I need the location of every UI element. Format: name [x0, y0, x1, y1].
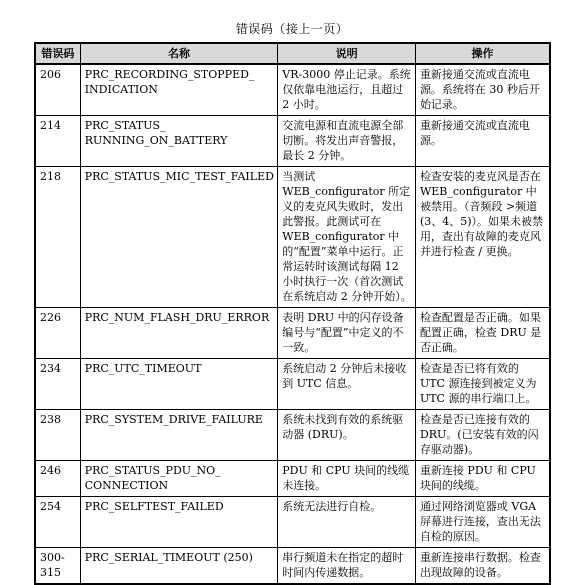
error-name: PRC_STATUS_PDU_NO_ CONNECTION — [80, 461, 278, 497]
error-code: 246 — [35, 461, 80, 497]
error-action: 检查配置是否正确。如果配置正确，检查 DRU 是否正确。 — [415, 308, 550, 359]
header-description: 说明 — [278, 43, 416, 64]
table-row — [35, 461, 550, 497]
header-action: 操作 — [415, 43, 550, 64]
error-code: 206 — [35, 64, 80, 116]
table-row — [35, 308, 550, 359]
error-action: 检查是否已将有效的 UTC 源连接到被定义为 UTC 源的串行端口上。 — [415, 359, 550, 410]
error-code-table — [34, 42, 551, 585]
error-name: PRC_SYSTEM_DRIVE_FAILURE — [80, 410, 278, 461]
error-code: 300-315 — [35, 548, 80, 585]
error-action: 重新连接 PDU 和 CPU 块间的线缆。 — [415, 461, 550, 497]
error-code: 226 — [35, 308, 80, 359]
error-action: 检查安装的麦克风是否在 WEB_configurator 中被禁用。（音频段 >频道 (3、4、5)）。如果未被禁用，查出有故障的麦克风并进行检查 / 更换。 — [415, 167, 550, 308]
table-row — [35, 116, 550, 167]
error-description: 交流电源和直流电源全部切断。将发出声音警报，最长 2 分钟。 — [278, 116, 416, 167]
table-row — [35, 359, 550, 410]
error-name: PRC_NUM_FLASH_DRU_ERROR — [80, 308, 278, 359]
error-code: 238 — [35, 410, 80, 461]
error-name: PRC_SELFTEST_FAILED — [80, 497, 278, 548]
error-description: VR-3000 停止记录。系统仅依靠电池运行，且超过 2 小时。 — [278, 64, 416, 116]
error-code: 218 — [35, 167, 80, 308]
page-title: 错误码（接上一页） — [235, 22, 349, 36]
table-row — [35, 167, 550, 308]
error-description: 系统未找到有效的系统驱动器 (DRU)。 — [278, 410, 416, 461]
error-description: 系统启动 2 分钟后未接收到 UTC 信息。 — [278, 359, 416, 410]
error-code: 234 — [35, 359, 80, 410]
error-action: 重新连接串行数据。检查出现故障的设备。 — [415, 548, 550, 585]
error-action: 重新接通交流或直流电源。系统将在 30 秒后开始记录。 — [415, 64, 550, 116]
error-name: PRC_RECORDING_STOPPED_ INDICATION — [80, 64, 278, 116]
error-name: PRC_STATUS_ RUNNING_ON_BATTERY — [80, 116, 278, 167]
error-description: 表明 DRU 中的闪存设备编号与“配置”中定义的不一致。 — [278, 308, 416, 359]
error-code: 254 — [35, 497, 80, 548]
error-action: 重新接通交流或直流电源。 — [415, 116, 550, 167]
error-description: PDU 和 CPU 块间的线缆未连接。 — [278, 461, 416, 497]
error-description: 系统无法进行自检。 — [278, 497, 416, 548]
header-code: 错误码 — [35, 43, 80, 64]
error-description: 串行频道未在指定的超时时间内传递数据。 — [278, 548, 416, 585]
error-name: PRC_UTC_TIMEOUT — [80, 359, 278, 410]
error-action: 通过网络浏览器或 VGA 屏幕进行连接，查出无法自检的原因。 — [415, 497, 550, 548]
error-code: 214 — [35, 116, 80, 167]
header-name: 名称 — [80, 43, 278, 64]
error-action: 检查是否已连接有效的 DRU。(已安装有效的闪存驱动器)。 — [415, 410, 550, 461]
table-row — [35, 64, 550, 116]
table-row — [35, 497, 550, 548]
error-name: PRC_STATUS_MIC_TEST_FAILED — [80, 167, 278, 308]
table-header-row — [35, 43, 550, 64]
error-description: 当测试 WEB_configurator 所定义的麦克风失败时，发出此警报。此测试可在 WEB_configurator 中的“配置”菜单中运行。正常运转时该测试每隔 12 小时执行一次（首次测试在系统启动 2 分钟开始）。 — [278, 167, 416, 308]
table-row — [35, 410, 550, 461]
error-name: PRC_SERIAL_TIMEOUT (250) — [80, 548, 278, 585]
table-row — [35, 548, 550, 585]
